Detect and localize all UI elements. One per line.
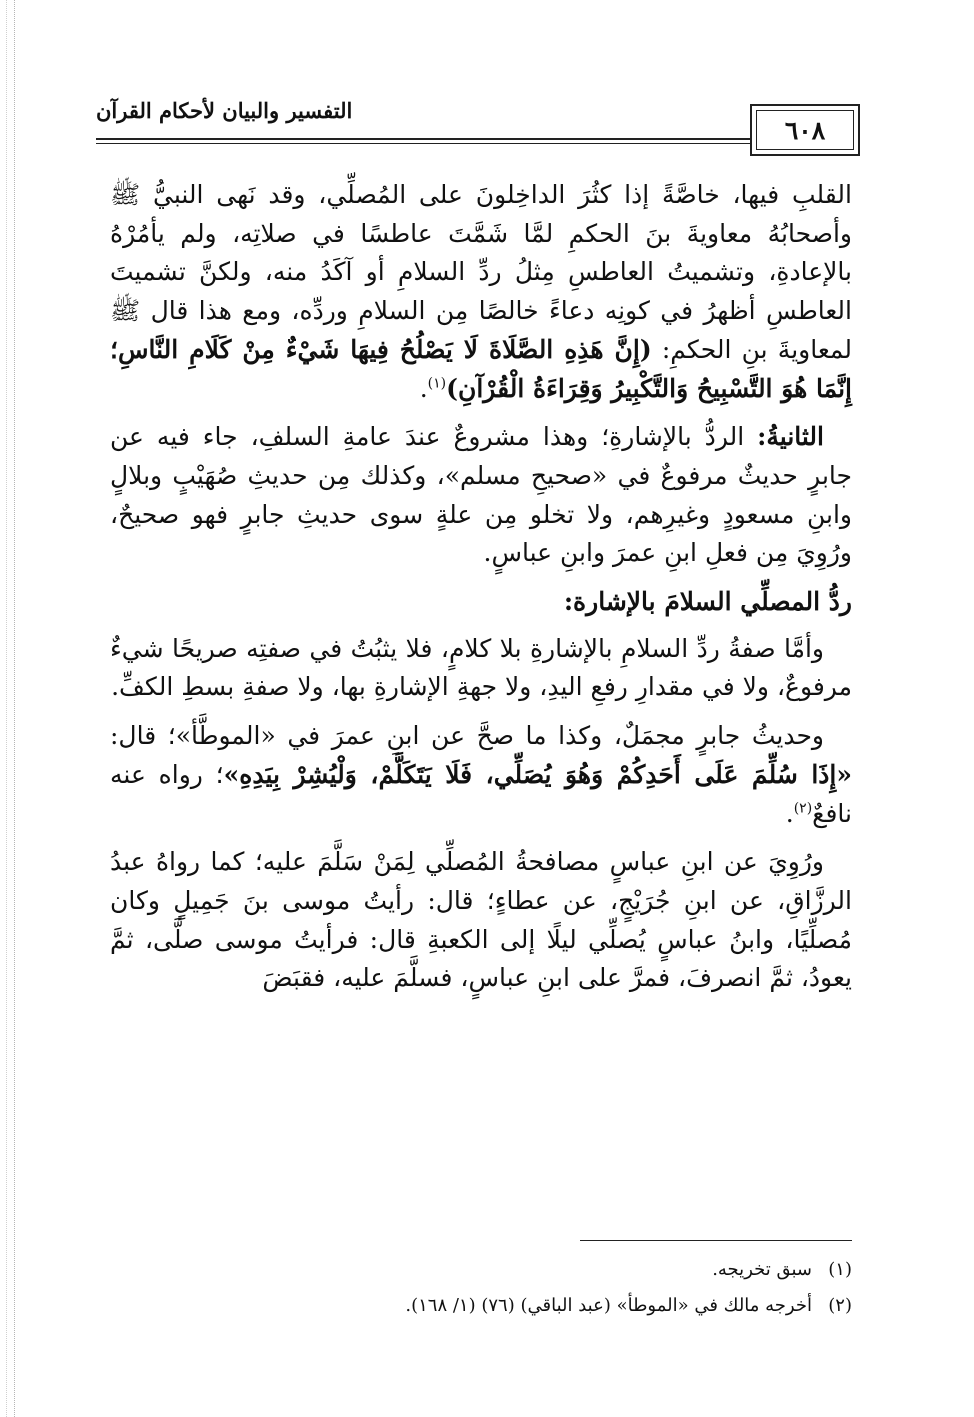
footnote-ref-1[interactable]: (١) <box>427 375 447 392</box>
footnote-2 <box>110 1288 852 1324</box>
paragraph-1-end: . <box>419 373 428 403</box>
footnote-ref-2[interactable]: (٢) <box>793 800 813 817</box>
footnote-divider <box>580 1240 852 1241</box>
paragraph-2-text: الردُّ بالإشارةِ؛ وهذا مشروعٌ عندَ عامةِ السلفِ، جاء فيه عن جابرٍ حديثٌ مرفوعٌ في «صحيحِ مسلم»، وكذلك مِن حديثِ صُهَيْبٍ وبلالٍ وابنِ مسعودٍ وغيرِهم، ولا تخلو مِن علةٍ سوى حديثِ جابرٍ فهو صحيحٌ، ورُوِيَ مِن فعلِ ابنِ عمرَ وابنِ عباسٍ. <box>110 422 852 568</box>
paragraph-3 <box>110 630 852 707</box>
hadith-quote-2: «إِذَا سُلِّمَ عَلَى أَحَدِكُمْ وَهُوَ يُصَلِّي، فَلَا يَتَكَلَّمْ، وَلْيُشِرْ بِيَدِهِ» <box>223 759 852 789</box>
footnote-text: سبق تخريجه. <box>712 1259 812 1280</box>
footnote-1 <box>110 1252 852 1288</box>
footnotes <box>110 1252 852 1324</box>
paragraph-4-dot: . <box>785 798 794 828</box>
header-rule-thin <box>96 143 860 144</box>
page-number: ٦٠٨ <box>784 115 826 145</box>
scan-edge-inner <box>6 0 8 1417</box>
paragraph-5 <box>110 843 852 998</box>
paragraph-1-text: القلبِ فيها، خاصَّةً إذا كثُرَ الداخِلونَ على المُصلِّي، وقد نَهى النبيُّ ﷺ وأصحابُهُ معاويةَ بنَ الحكمِ لمَّا شَمَّتَ عاطسًا في صلاتِه، ولم يأمُرْهُ بالإعادةِ، وتشميتُ العاطسِ مِثلُ ردِّ السلامِ أو آكَدُ منه، ولكنَّ تشميتَ العاطسِ أظهرُ في كونِه دعاءً خالصًا مِن السلامِ وردِّه، ومع هذا قال ﷺ لمعاويةَ بنِ الحكمِ: <box>110 180 852 364</box>
paragraph-1 <box>110 176 852 408</box>
footnote-number: (٢) <box>828 1295 852 1316</box>
paragraph-3-text: وأمَّا صفةُ ردِّ السلامِ بالإشارةِ بلا كلامٍ، فلا يثبُتُ في صفتِه صريحًا شيءٌ مرفوعٌ، ولا في مقدارِ رفعِ اليدِ، ولا جهةِ الإشارةِ بها، ولا صفةِ بسطِ الكفِّ. <box>110 633 852 702</box>
paragraph-2 <box>110 418 852 573</box>
paragraph-5-text: ورُوِيَ عن ابنِ عباسٍ مصافحةُ المُصلِّي لِمَنْ سَلَّمَ عليه؛ كما رواهُ عبدُ الرزَّاقِ، عن ابنِ جُرَيْجٍ، عن عطاءٍ؛ قال: رأيتُ موسى بنَ جَمِيلٍ وكان مُصلِّيًا، وابنُ عباسٍ يُصلِّي ليلًا إلى الكعبةِ قال: فرأيتُ موسى صلَّى، ثمَّ يعودُ، ثمَّ انصرفَ، فمرَّ على ابنِ عباسٍ، فسلَّمَ عليه، فقبَضَ <box>110 847 852 993</box>
page-header <box>96 98 860 158</box>
footnote-text: أخرجه مالك في «الموطأ» (عبد الباقي) (٧٦) (١/ ١٦٨). <box>405 1295 812 1316</box>
paragraph-4 <box>110 717 852 833</box>
section-heading: ردُّ المصلِّي السلامَ بالإشارة: <box>563 587 852 617</box>
paragraph-4-text: وحديثُ جابرٍ مجمَلٌ، وكذا ما صحَّ عن ابنِ عمرَ في «الموطَّأ»؛ قال: <box>110 721 824 751</box>
main-text <box>110 176 852 1008</box>
header-rule <box>96 138 860 140</box>
book-title: التفسير والبيان لأحكام القرآن <box>96 98 353 123</box>
paragraph-4-end: ؛ رواه عنه نافعٌ <box>110 759 852 828</box>
footnote-number: (١) <box>828 1259 852 1280</box>
hadith-quote-1: (إِنَّ هَذِهِ الصَّلَاةَ لَا يَصْلُحُ فِيهَا شَيْءٌ مِنْ كَلَامِ النَّاسِ؛ إِنَّمَا هُوَ التَّسْبِيحُ وَالتَّكْبِيرُ وَقِرَاءَةُ الْقُرْآنِ) <box>110 334 852 403</box>
page-number-box <box>750 104 860 156</box>
section-term: الثانيةُ: <box>757 422 824 452</box>
